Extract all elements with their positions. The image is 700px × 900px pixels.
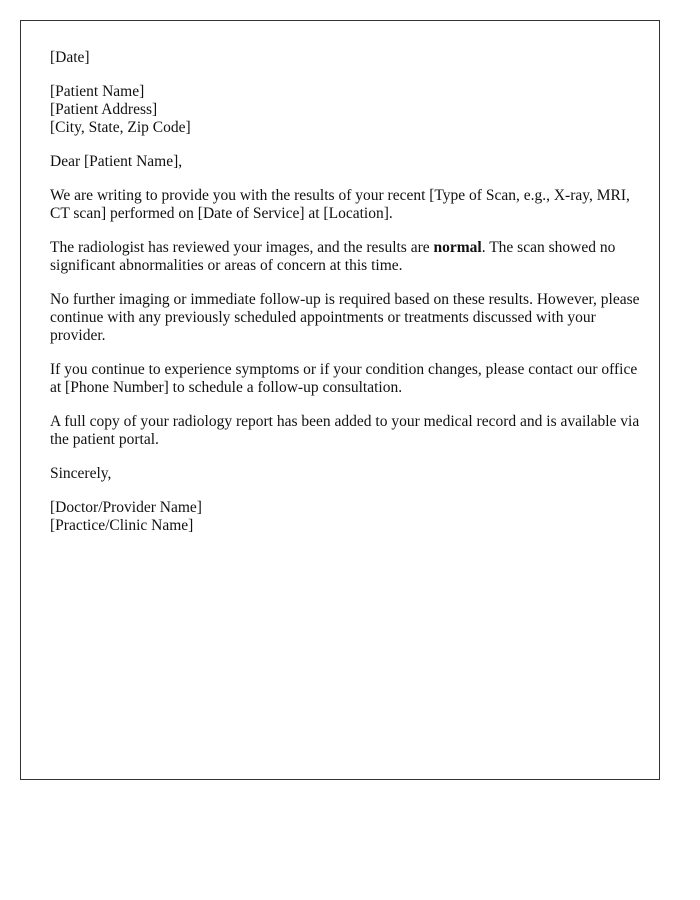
letter-page: [20, 20, 660, 780]
letter-date: [Date]: [50, 49, 90, 66]
contact-paragraph: If you continue to experience symptoms or if your condition changes, please contact our office at [Phone Number] to schedule a follow-up consultation.: [50, 361, 638, 396]
intro-paragraph: We are writing to provide you with the results of your recent [Type of Scan, e.g., X-ray, MRI, CT scan] performed on [Date of Service] at [Location].: [50, 187, 630, 222]
results-paragraph: [50, 239, 640, 275]
results-text-before: The radiologist has reviewed your images, and the results are: [50, 239, 434, 256]
follow-up-paragraph: No further imaging or immediate follow-up is required based on these results. However, please continue with any previously scheduled appointments or treatments discussed with your provider.: [50, 291, 640, 344]
recipient-address: [Patient Address]: [50, 101, 158, 118]
results-text-after: . The scan showed no significant abnormalities or areas of concern at this time.: [50, 239, 616, 274]
letter-body: [50, 49, 640, 551]
salutation: Dear [Patient Name],: [50, 153, 183, 170]
signature-block: [50, 499, 640, 535]
recipient-name: [Patient Name]: [50, 83, 145, 100]
recipient-city-state-zip: [City, State, Zip Code]: [50, 119, 191, 136]
closing: Sincerely,: [50, 465, 112, 482]
recipient-block: [50, 83, 640, 137]
results-status: normal: [433, 239, 482, 256]
report-paragraph: A full copy of your radiology report has been added to your medical record and is available via the patient portal.: [50, 413, 640, 448]
practice-name: [Practice/Clinic Name]: [50, 517, 194, 534]
provider-name: [Doctor/Provider Name]: [50, 499, 202, 516]
